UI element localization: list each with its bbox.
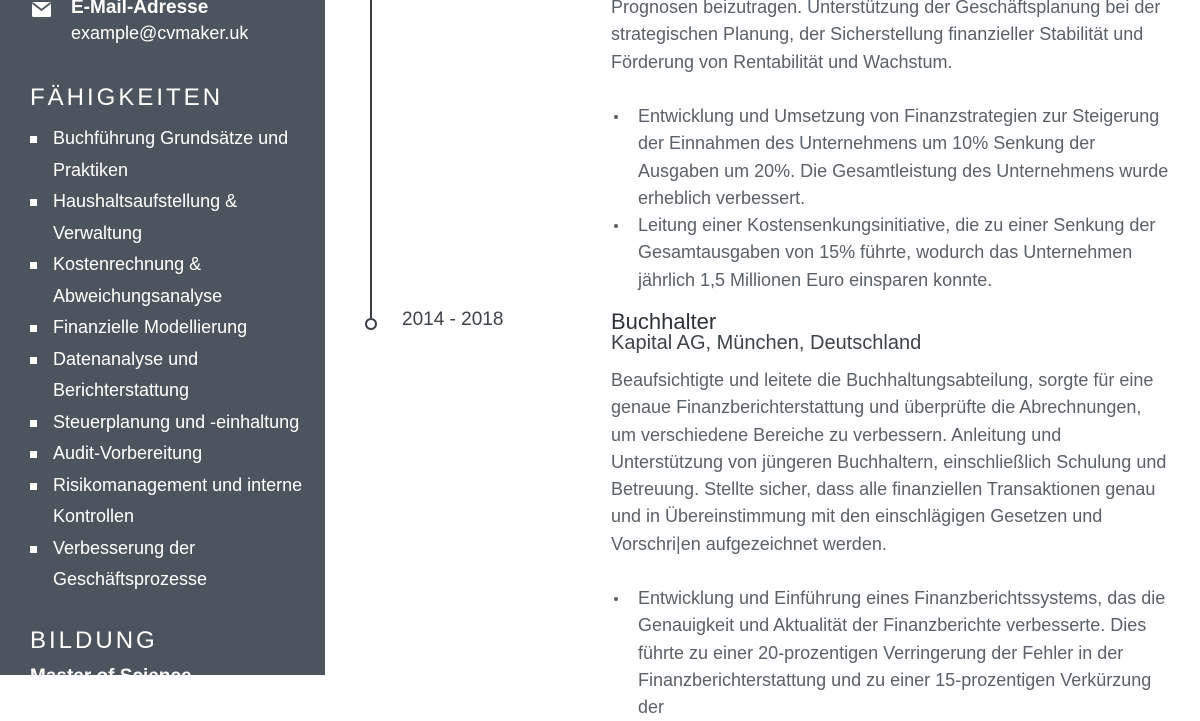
bullet-square-icon [30, 136, 37, 143]
bullet-dot-icon [614, 597, 618, 601]
email-value[interactable]: example@cvmaker.uk [71, 23, 249, 43]
contact-label: E-Mail-Adresse [71, 0, 209, 18]
bullet-dot-icon [614, 115, 618, 119]
bullet-square-icon [30, 420, 37, 427]
skill-item: Steuerplanung und -einhaltung [30, 407, 320, 439]
achievement-item: Entwicklung und Einführung eines Finanzberichtssystems, das die Genauigkeit und Aktualität der Finanzberichte verbesserte. Dies führte zu einer 20-prozentigen Verringerung der Fehler in der Finanzberichterstattung und zu einer 15-prozentigen Verkürzung der [611, 585, 1176, 721]
bullet-square-icon [30, 262, 37, 269]
job-description: Prognosen beizutragen. Unterstützung der Geschäftsplanung bei der strategischen Planung, der Sicherstellung finanzieller Stabilität und Förderung von Rentabilität und Wachstum. [611, 0, 1161, 72]
skill-item: Risikomanagement und interne Kontrollen [30, 470, 320, 533]
skill-item: Audit-Vorbereitung [30, 438, 320, 470]
bullet-square-icon [30, 325, 37, 332]
bullet-square-icon [30, 199, 37, 206]
bullet-square-icon [30, 451, 37, 458]
bullet-square-icon [30, 357, 37, 364]
timeline-line [370, 0, 372, 318]
sidebar [0, 0, 325, 687]
education-heading: BILDUNG [30, 627, 158, 654]
achievements-list [611, 585, 1176, 721]
skill-item: Finanzielle Modellierung [30, 312, 320, 344]
bullet-square-icon [30, 546, 37, 553]
job-company: Kapital AG, München, Deutschland [611, 332, 922, 354]
timeline-dot-icon [365, 318, 377, 330]
achievement-item: Entwicklung und Umsetzung von Finanzstrategien zur Steigerung der Einnahmen des Unternehmens um 10% Senkung der Ausgaben um 20%. Die Gesamtleistung des Unternehmens wurde erheblich verbessert. [611, 103, 1176, 212]
skills-list [30, 123, 320, 596]
envelope-icon [32, 2, 51, 17]
skill-item: Buchführung Grundsätze und Praktiken [30, 123, 320, 186]
job-dates: 2014 - 2018 [402, 309, 504, 330]
job-title: Buchhalter [611, 309, 717, 334]
skills-heading: FÄHIGKEITEN [30, 84, 224, 111]
education-degree: Master of Science [30, 666, 192, 687]
skill-item: Datenanalyse und Berichterstattung [30, 344, 320, 407]
skill-item: Verbesserung der Geschäftsprozesse [30, 533, 320, 596]
bullet-dot-icon [614, 224, 618, 228]
bullet-square-icon [30, 483, 37, 490]
job-description: Beaufsichtigte und leitete die Buchhaltungsabteilung, sorgte für eine genaue Finanzberichterstattung und überprüfte die Abrechnungen, um verschiedene Bereiche zu verbessern. Anleitung und Unterstützung von jüngeren Buchhaltern, einschließlich Schulung und Betreuung. Stellte sicher, dass alle finanziellen Transaktionen genau und in Übereinstimmung mit den einschlägigen Gesetzen und Vorschri|en aufgezeichnet werden. [611, 370, 1167, 554]
skill-item: Haushaltsaufstellung & Verwaltung [30, 186, 320, 249]
achievements-list [611, 103, 1176, 294]
achievement-item: Leitung einer Kostensenkungsinitiative, die zu einer Senkung der Gesamtausgaben von 15% führte, wodurch das Unternehmen jährlich 1,5 Millionen Euro einsparen konnte. [611, 212, 1176, 294]
skill-item: Kostenrechnung & Abweichungsanalyse [30, 249, 320, 312]
